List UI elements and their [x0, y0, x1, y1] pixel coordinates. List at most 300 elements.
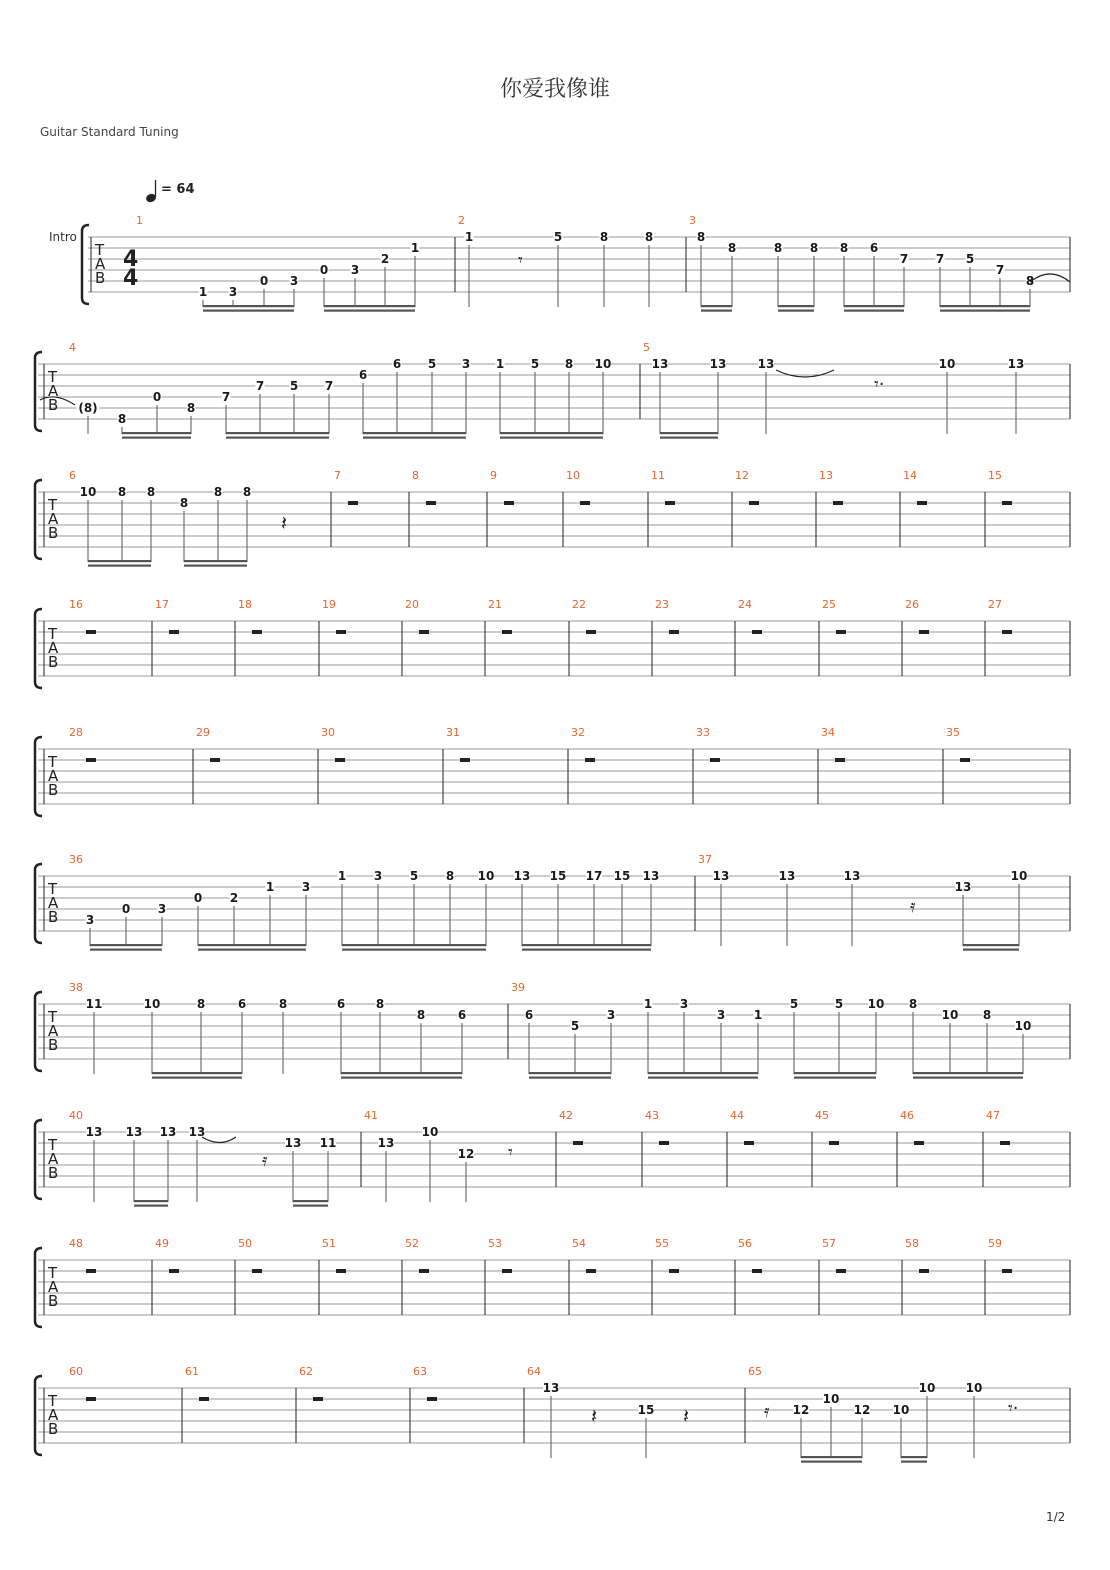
whole-rest: [586, 1269, 596, 1273]
measure-number: 40: [69, 1109, 83, 1122]
whole-rest: [86, 758, 96, 762]
measure-number: 19: [322, 598, 336, 611]
sixteenth-rest: 𝄿: [262, 1150, 268, 1171]
fret-number: 8: [242, 485, 252, 499]
beam-secondary: [88, 565, 151, 567]
tab-letter-b: B: [48, 1292, 59, 1310]
section-label: Intro: [49, 230, 77, 244]
whole-rest: [86, 630, 96, 634]
tab-letter-t: T: [48, 1008, 58, 1026]
measure-number: 17: [155, 598, 169, 611]
beam-secondary: [913, 1077, 1023, 1079]
fret-number: 10: [941, 1008, 959, 1022]
whole-rest: [199, 1397, 209, 1401]
measure-number: 27: [988, 598, 1002, 611]
measure-number: 3: [689, 214, 696, 227]
fret-number: 6: [336, 997, 346, 1011]
fret-number: 13: [125, 1125, 143, 1139]
fret-number: 5: [570, 1019, 580, 1033]
measure-number: 52: [405, 1237, 419, 1250]
fret-number: 3: [373, 869, 383, 883]
beam-primary: [134, 1200, 168, 1202]
fret-number: 10: [938, 357, 956, 371]
fret-number: 7: [935, 252, 945, 266]
measure-number: 15: [988, 469, 1002, 482]
measure-number: 65: [748, 1365, 762, 1378]
measure-number: 9: [490, 469, 497, 482]
beam-secondary: [844, 310, 904, 312]
whole-rest: [426, 501, 436, 505]
measure-number: 48: [69, 1237, 83, 1250]
tab-letter-a: A: [48, 1278, 59, 1296]
fret-number: 5: [834, 997, 844, 1011]
fret-number: 8: [839, 241, 849, 255]
fret-number: 10: [143, 997, 161, 1011]
quarter-rest: 𝄽: [683, 1404, 690, 1428]
whole-rest: [1002, 1269, 1012, 1273]
beam-secondary: [648, 1077, 758, 1079]
measure-number: 23: [655, 598, 669, 611]
beam-secondary: [778, 310, 814, 312]
measure-number: 51: [322, 1237, 336, 1250]
fret-number: 8: [278, 997, 288, 1011]
tempo-marking: = 64: [161, 182, 195, 197]
measure-number: 7: [334, 469, 341, 482]
fret-number: 13: [159, 1125, 177, 1139]
beam-primary: [293, 1200, 328, 1202]
whole-rest: [419, 1269, 429, 1273]
measure-number: 1: [136, 214, 143, 227]
beam-primary: [522, 944, 651, 946]
fret-number: 1: [643, 997, 653, 1011]
whole-rest: [336, 1269, 346, 1273]
measure-number: 14: [903, 469, 917, 482]
tab-letter-b: B: [48, 653, 59, 671]
measure-number: 42: [559, 1109, 573, 1122]
tab-letter-b: B: [48, 1164, 59, 1182]
measure-number: 24: [738, 598, 752, 611]
whole-rest: [585, 758, 595, 762]
fret-number: 10: [477, 869, 495, 883]
fret-number: 13: [188, 1125, 206, 1139]
fret-number: 5: [965, 252, 975, 266]
measure-number: 20: [405, 598, 419, 611]
measure-number: 4: [69, 341, 76, 354]
fret-number: 8: [117, 412, 127, 426]
fret-number: 3: [85, 913, 95, 927]
fret-number: 3: [716, 1008, 726, 1022]
whole-rest: [917, 501, 927, 505]
whole-rest: [335, 758, 345, 762]
fret-number: 13: [284, 1136, 302, 1150]
measure-number: 64: [527, 1365, 541, 1378]
whole-rest: [752, 1269, 762, 1273]
beam-primary: [363, 432, 466, 434]
measure-number: 50: [238, 1237, 252, 1250]
measure-number: 26: [905, 598, 919, 611]
beam-primary: [940, 305, 1030, 307]
tab-letter-b: B: [48, 1420, 59, 1438]
beam-secondary: [122, 437, 191, 439]
measure-number: 21: [488, 598, 502, 611]
beam-secondary: [529, 1077, 611, 1079]
fret-number: 8: [416, 1008, 426, 1022]
whole-rest: [752, 630, 762, 634]
fret-number: 13: [85, 1125, 103, 1139]
fret-number: 8: [445, 869, 455, 883]
beam-primary: [88, 560, 151, 562]
tab-letter-a: A: [48, 1150, 59, 1168]
fret-number: 13: [651, 357, 669, 371]
fret-number: 13: [513, 869, 531, 883]
eighth-rest: 𝄾: [508, 1142, 513, 1163]
beam-primary: [341, 1072, 462, 1074]
whole-rest: [502, 1269, 512, 1273]
whole-rest: [502, 630, 512, 634]
tab-letter-t: T: [95, 241, 105, 259]
whole-rest: [252, 630, 262, 634]
whole-rest: [669, 1269, 679, 1273]
fret-number: 11: [85, 997, 103, 1011]
fret-number: 10: [421, 1125, 439, 1139]
measure-number: 28: [69, 726, 83, 739]
measure-number: 43: [645, 1109, 659, 1122]
beam-secondary: [342, 949, 486, 951]
beam-primary: [500, 432, 603, 434]
fret-number: 13: [542, 1381, 560, 1395]
beam-secondary: [184, 565, 247, 567]
beam-primary: [529, 1072, 611, 1074]
whole-rest: [169, 1269, 179, 1273]
measure-number: 35: [946, 726, 960, 739]
measure-number: 59: [988, 1237, 1002, 1250]
measure-number: 13: [819, 469, 833, 482]
measure-number: 12: [735, 469, 749, 482]
fret-number: 10: [1014, 1019, 1032, 1033]
tab-letter-b: B: [48, 781, 59, 799]
beam-secondary: [203, 310, 294, 312]
fret-number: 7: [221, 390, 231, 404]
time-signature-bottom: 4: [123, 266, 139, 291]
fret-number: 8: [117, 485, 127, 499]
fret-number: 13: [709, 357, 727, 371]
measure-number: 60: [69, 1365, 83, 1378]
fret-number: 0: [319, 263, 329, 277]
fret-number: 17: [585, 869, 603, 883]
beam-primary: [152, 1072, 242, 1074]
whole-rest: [836, 630, 846, 634]
beam-secondary: [901, 1461, 927, 1463]
measure-number: 47: [986, 1109, 1000, 1122]
beam-secondary: [522, 949, 651, 951]
fret-number: 1: [337, 869, 347, 883]
measure-number: 16: [69, 598, 83, 611]
fret-number: 3: [289, 274, 299, 288]
beam-primary: [122, 432, 191, 434]
measure-number: 58: [905, 1237, 919, 1250]
fret-number: 5: [789, 997, 799, 1011]
fret-number: 1: [495, 357, 505, 371]
beam-secondary: [940, 310, 1030, 312]
quarter-rest: 𝄽: [591, 1404, 598, 1428]
fret-number: 1: [265, 880, 275, 894]
beam-primary: [660, 432, 718, 434]
fret-number: 8: [809, 241, 819, 255]
fret-number: 11: [319, 1136, 337, 1150]
measure-number: 34: [821, 726, 835, 739]
fret-number: 10: [1010, 869, 1028, 883]
fret-number: 8: [727, 241, 737, 255]
tab-letter-t: T: [48, 1392, 58, 1410]
whole-rest: [744, 1141, 754, 1145]
fret-number: 13: [954, 880, 972, 894]
tab-letter-t: T: [48, 368, 58, 386]
beam-secondary: [293, 1205, 328, 1207]
sixteenth-rest: 𝄿: [764, 1401, 770, 1422]
tab-letter-t: T: [48, 753, 58, 771]
fret-number: 10: [79, 485, 97, 499]
measure-number: 31: [446, 726, 460, 739]
measure-number: 30: [321, 726, 335, 739]
dotted-rest: 𝄾·: [1008, 1398, 1019, 1419]
measure-number: 54: [572, 1237, 586, 1250]
fret-number: 1: [410, 241, 420, 255]
whole-rest: [919, 630, 929, 634]
measure-number: 57: [822, 1237, 836, 1250]
measure-number: 49: [155, 1237, 169, 1250]
fret-number: 7: [899, 252, 909, 266]
beam-primary: [342, 944, 486, 946]
measure-number: 36: [69, 853, 83, 866]
measure-number: 33: [696, 726, 710, 739]
whole-rest: [833, 501, 843, 505]
fret-number: 8: [179, 496, 189, 510]
fret-number: 8: [196, 997, 206, 1011]
fret-number: 0: [259, 274, 269, 288]
fret-number: 15: [637, 1403, 655, 1417]
whole-rest: [580, 501, 590, 505]
beam-secondary: [341, 1077, 462, 1079]
fret-number: 1: [198, 285, 208, 299]
beam-primary: [184, 560, 247, 562]
fret-number: 10: [867, 997, 885, 1011]
fret-number: 6: [392, 357, 402, 371]
whole-rest: [914, 1141, 924, 1145]
fret-number: 8: [908, 997, 918, 1011]
fret-number: 8: [773, 241, 783, 255]
sixteenth-rest: 𝄿: [910, 896, 916, 917]
fret-number: 8: [599, 230, 609, 244]
measure-number: 44: [730, 1109, 744, 1122]
measure-number: 5: [643, 341, 650, 354]
beam-secondary: [701, 310, 732, 312]
tab-letter-a: A: [48, 894, 59, 912]
fret-number: 6: [869, 241, 879, 255]
whole-rest: [710, 758, 720, 762]
measure-number: 29: [196, 726, 210, 739]
fret-number: 3: [350, 263, 360, 277]
beam-secondary: [152, 1077, 242, 1079]
tab-letter-b: B: [48, 1036, 59, 1054]
measure-number: 46: [900, 1109, 914, 1122]
beam-secondary: [324, 310, 415, 312]
fret-number: 3: [228, 285, 238, 299]
beam-secondary: [801, 1461, 862, 1463]
fret-number: 10: [892, 1403, 910, 1417]
tab-letter-a: A: [48, 382, 59, 400]
tab-letter-t: T: [48, 1136, 58, 1154]
fret-number: 7: [995, 263, 1005, 277]
beam-primary: [198, 944, 306, 946]
fret-number: 5: [553, 230, 563, 244]
measure-number: 32: [571, 726, 585, 739]
tab-letter-a: A: [48, 510, 59, 528]
fret-number: 7: [324, 379, 334, 393]
beam-secondary: [198, 949, 306, 951]
fret-number: 15: [613, 869, 631, 883]
whole-rest: [669, 630, 679, 634]
measure-number: 2: [458, 214, 465, 227]
fret-number: 3: [301, 880, 311, 894]
tab-letter-t: T: [48, 1264, 58, 1282]
tab-letter-b: B: [48, 524, 59, 542]
tab-letter-t: T: [48, 625, 58, 643]
fret-number: 8: [1025, 274, 1035, 288]
fret-number: 13: [642, 869, 660, 883]
beam-primary: [778, 305, 814, 307]
whole-rest: [169, 630, 179, 634]
measure-number: 62: [299, 1365, 313, 1378]
measure-number: 38: [69, 981, 83, 994]
whole-rest: [1000, 1141, 1010, 1145]
fret-number: 3: [461, 357, 471, 371]
fret-number: 10: [918, 1381, 936, 1395]
fret-number: 7: [255, 379, 265, 393]
measure-number: 37: [698, 853, 712, 866]
fret-number: 8: [146, 485, 156, 499]
beam-primary: [794, 1072, 876, 1074]
tab-letter-a: A: [48, 1022, 59, 1040]
tab-letter-t: T: [48, 496, 58, 514]
beam-primary: [203, 305, 294, 307]
whole-rest: [460, 758, 470, 762]
fret-number: 2: [229, 891, 239, 905]
whole-rest: [427, 1397, 437, 1401]
measure-number: 25: [822, 598, 836, 611]
fret-number: 5: [289, 379, 299, 393]
whole-rest: [665, 501, 675, 505]
whole-rest: [960, 758, 970, 762]
beam-secondary: [226, 437, 329, 439]
whole-rest: [1002, 501, 1012, 505]
tie-arc: [776, 370, 834, 377]
tab-letter-b: B: [95, 269, 106, 287]
measure-number: 61: [185, 1365, 199, 1378]
measure-number: 22: [572, 598, 586, 611]
fret-number: 6: [358, 368, 368, 382]
fret-number: 8: [696, 230, 706, 244]
fret-number: 10: [965, 1381, 983, 1395]
fret-number: (8): [78, 401, 98, 415]
score-title: 你爱我像谁: [499, 77, 610, 102]
tab-letter-a: A: [95, 255, 106, 273]
whole-rest: [1002, 630, 1012, 634]
fret-number: 0: [193, 891, 203, 905]
tab-letter-a: A: [48, 1406, 59, 1424]
whole-rest: [504, 501, 514, 505]
beam-primary: [844, 305, 904, 307]
fret-number: 6: [237, 997, 247, 1011]
measure-number: 41: [364, 1109, 378, 1122]
measure-number: 18: [238, 598, 252, 611]
beam-primary: [901, 1456, 927, 1458]
beam-primary: [963, 944, 1019, 946]
system-1-bracket: [82, 225, 89, 304]
whole-rest: [86, 1269, 96, 1273]
whole-rest: [659, 1141, 669, 1145]
measure-number: 39: [511, 981, 525, 994]
time-signature-top: 4: [123, 247, 139, 272]
whole-rest: [313, 1397, 323, 1401]
fret-number: 13: [712, 869, 730, 883]
fret-number: 13: [778, 869, 796, 883]
beam-primary: [701, 305, 732, 307]
fret-number: 13: [1007, 357, 1025, 371]
tab-letter-b: B: [48, 396, 59, 414]
tab-letter-b: B: [48, 908, 59, 926]
tab-letter-a: A: [48, 639, 59, 657]
fret-number: 1: [464, 230, 474, 244]
fret-number: 8: [213, 485, 223, 499]
whole-rest: [919, 1269, 929, 1273]
fret-number: 3: [679, 997, 689, 1011]
beam-secondary: [794, 1077, 876, 1079]
measure-number: 55: [655, 1237, 669, 1250]
measure-number: 8: [412, 469, 419, 482]
fret-number: 8: [375, 997, 385, 1011]
fret-number: 5: [427, 357, 437, 371]
fret-number: 5: [409, 869, 419, 883]
tab-letter-t: T: [48, 880, 58, 898]
fret-number: 12: [792, 1403, 810, 1417]
fret-number: 2: [380, 252, 390, 266]
beam-primary: [648, 1072, 758, 1074]
beam-secondary: [134, 1205, 168, 1207]
beam-primary: [801, 1456, 862, 1458]
whole-rest: [336, 630, 346, 634]
fret-number: 13: [757, 357, 775, 371]
measure-number: 11: [651, 469, 665, 482]
whole-rest: [829, 1141, 839, 1145]
fret-number: 10: [594, 357, 612, 371]
whole-rest: [419, 630, 429, 634]
beam-primary: [324, 305, 415, 307]
beam-primary: [913, 1072, 1023, 1074]
whole-rest: [836, 1269, 846, 1273]
fret-number: 0: [152, 390, 162, 404]
quarter-rest: 𝄽: [281, 511, 288, 535]
fret-number: 15: [549, 869, 567, 883]
eighth-rest: 𝄾: [518, 250, 523, 271]
beam-secondary: [500, 437, 603, 439]
measure-number: 6: [69, 469, 76, 482]
measure-number: 63: [413, 1365, 427, 1378]
measure-number: 45: [815, 1109, 829, 1122]
whole-rest: [348, 501, 358, 505]
beam-secondary: [963, 949, 1019, 951]
whole-rest: [210, 758, 220, 762]
fret-number: 6: [457, 1008, 467, 1022]
